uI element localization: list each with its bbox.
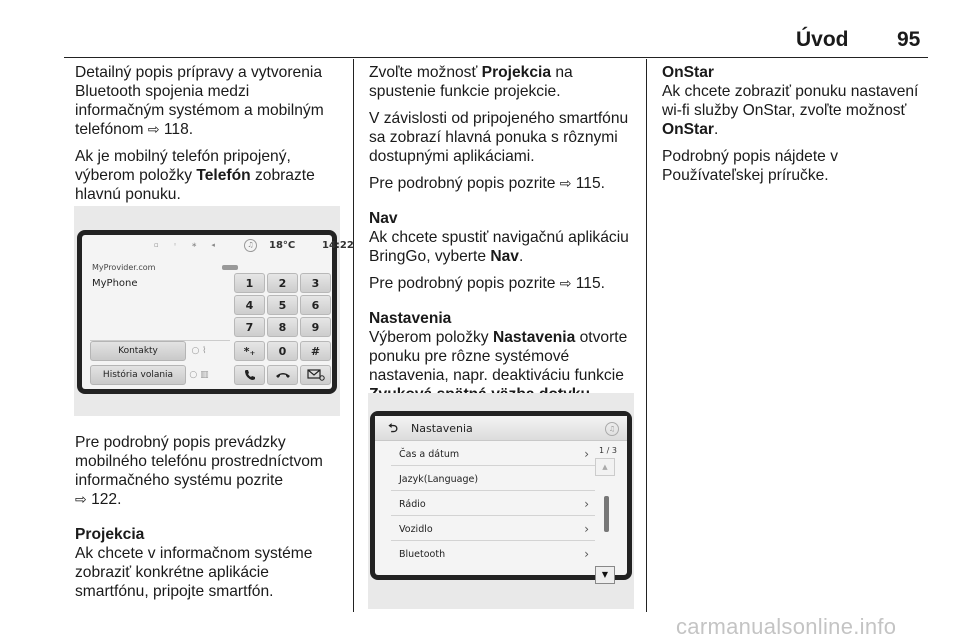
scrollbar-thumb[interactable] <box>604 496 609 532</box>
phone-icon <box>244 369 256 381</box>
settings-title: Nastavenia <box>411 422 473 435</box>
page-number: 95 <box>897 28 921 51</box>
section-heading-onstar: OnStar <box>662 64 714 81</box>
paragraph: Výberom položky Nastavenia otvorte ponuku pre rôzne systémové nastavenia, napr. deaktiváciu funkcie <box>369 329 628 384</box>
mute-icon[interactable]: ○ ⌇ <box>191 346 207 356</box>
page-indicator: 1 / 3 <box>599 446 617 455</box>
keypad-key[interactable]: 4 <box>234 295 265 315</box>
keypad-key[interactable]: 0 <box>267 341 298 361</box>
reference-arrow-icon: ⇨ <box>75 491 87 507</box>
column-1-lower <box>75 433 345 609</box>
temperature: 18°C <box>269 240 296 251</box>
paragraph: Podrobný popis nájdete v Používateľskej príručke. <box>662 148 838 184</box>
keypad-key[interactable]: 5 <box>267 295 298 315</box>
column-2 <box>369 63 639 412</box>
paragraph: Ak chcete spustiť navigačnú aplikáciu BringGo, vyberte Nav. <box>369 229 629 265</box>
keypad-key[interactable]: 9 <box>300 317 331 337</box>
settings-header <box>375 416 627 441</box>
keypad-key[interactable]: *₊ <box>234 341 265 361</box>
phone-screen <box>82 235 354 389</box>
keypad-key[interactable]: 6 <box>300 295 331 315</box>
battery-icon <box>222 265 238 270</box>
chevron-right-icon: › <box>584 447 589 461</box>
call-history-button[interactable]: História volania <box>90 365 186 385</box>
contacts-button[interactable]: Kontakty <box>90 341 186 361</box>
watermark: carmanualsonline.info <box>676 614 897 639</box>
reference-arrow-icon: ⇨ <box>147 121 160 137</box>
column-divider-1 <box>353 59 354 612</box>
paragraph: Ak je mobilný telefón pripojený, výberom položky Telefón zobrazte hlavnú ponuku. <box>75 148 315 203</box>
paragraph: Detailný popis prípravy a vytvorenia Bluetooth spojenia medzi informačným systémom a mobilným telefónom ⇨ 118. <box>75 64 324 138</box>
reference-arrow-icon: ⇨ <box>559 275 572 291</box>
call-button[interactable] <box>234 365 265 385</box>
keypad-key[interactable]: 7 <box>234 317 265 337</box>
paragraph: V závislosti od pripojeného smartfónu sa zobrazí hlavná ponuka s rôznymi dostupnými aplikáciami. <box>369 110 629 165</box>
clock: 14:22 <box>322 240 354 251</box>
display-frame <box>370 411 632 580</box>
settings-item[interactable]: Vozidlo › <box>391 517 595 541</box>
scroll-down-icon[interactable]: ▼ <box>595 566 615 584</box>
status-bar <box>82 235 354 257</box>
music-icon: ♫ <box>605 422 619 436</box>
keypad-key[interactable]: 1 <box>234 273 265 293</box>
chevron-right-icon: › <box>584 547 589 561</box>
reference-arrow-icon: ⇨ <box>559 175 572 191</box>
page-section-title: Úvod <box>796 28 849 51</box>
column-1 <box>75 63 345 212</box>
section-heading-projekcia: Projekcia <box>75 526 145 543</box>
phone-screenshot <box>74 206 354 416</box>
message-button[interactable] <box>300 365 331 385</box>
paragraph: Ak chcete zobraziť ponuku nastavení wi-fi služby OnStar, zvoľte možnosť OnStar. <box>662 83 919 138</box>
section-heading-nav: Nav <box>369 210 398 227</box>
device-name: MyPhone <box>92 278 138 289</box>
paragraph: Pre podrobný popis pozrite ⇨ 115. <box>369 275 605 292</box>
section-heading-nastavenia: Nastavenia <box>369 310 452 327</box>
paragraph: Ak chcete v informačnom systéme zobraziť konkrétne aplikácie smartfónu, pripojte smartfón. <box>75 545 313 600</box>
hangup-icon <box>275 370 291 380</box>
chevron-right-icon: › <box>584 497 589 511</box>
keypad-key[interactable]: # <box>300 341 331 361</box>
music-icon: ♫ <box>244 239 257 252</box>
paragraph: Zvoľte možnosť Projekcia na spustenie funkcie projekcie. <box>369 64 573 100</box>
keypad-key[interactable]: 2 <box>267 273 298 293</box>
settings-item[interactable]: Rádio › <box>391 492 595 516</box>
paragraph: Pre podrobný popis prevádzky mobilného telefónu prostredníctvom informačného systému pozrite ⇨ 122. <box>75 434 323 508</box>
keypad-key[interactable]: 8 <box>267 317 298 337</box>
status-icons: ▫ ◦ ∗ ◂ <box>154 241 221 249</box>
chevron-right-icon: › <box>584 522 589 536</box>
scroll-up-icon[interactable]: ▲ <box>595 458 615 476</box>
column-3 <box>662 63 932 193</box>
settings-screen <box>375 416 627 579</box>
settings-item[interactable]: Bluetooth › <box>399 547 589 561</box>
handsfree-icon[interactable]: ○ ▥ <box>189 370 209 380</box>
hangup-button[interactable] <box>267 365 298 385</box>
header-rule <box>64 57 928 58</box>
column-divider-2 <box>646 59 647 612</box>
provider-name: MyProvider.com <box>92 263 156 272</box>
settings-item[interactable]: Jazyk(Language) <box>391 467 595 491</box>
paragraph: Pre podrobný popis pozrite ⇨ 115. <box>369 175 605 192</box>
message-icon <box>307 369 325 381</box>
display-frame <box>77 230 354 394</box>
settings-screenshot <box>368 393 634 609</box>
keypad-key[interactable]: 3 <box>300 273 331 293</box>
settings-item[interactable]: Čas a dátum › <box>391 442 595 466</box>
back-arrow-icon[interactable]: ⮌ <box>388 421 398 435</box>
